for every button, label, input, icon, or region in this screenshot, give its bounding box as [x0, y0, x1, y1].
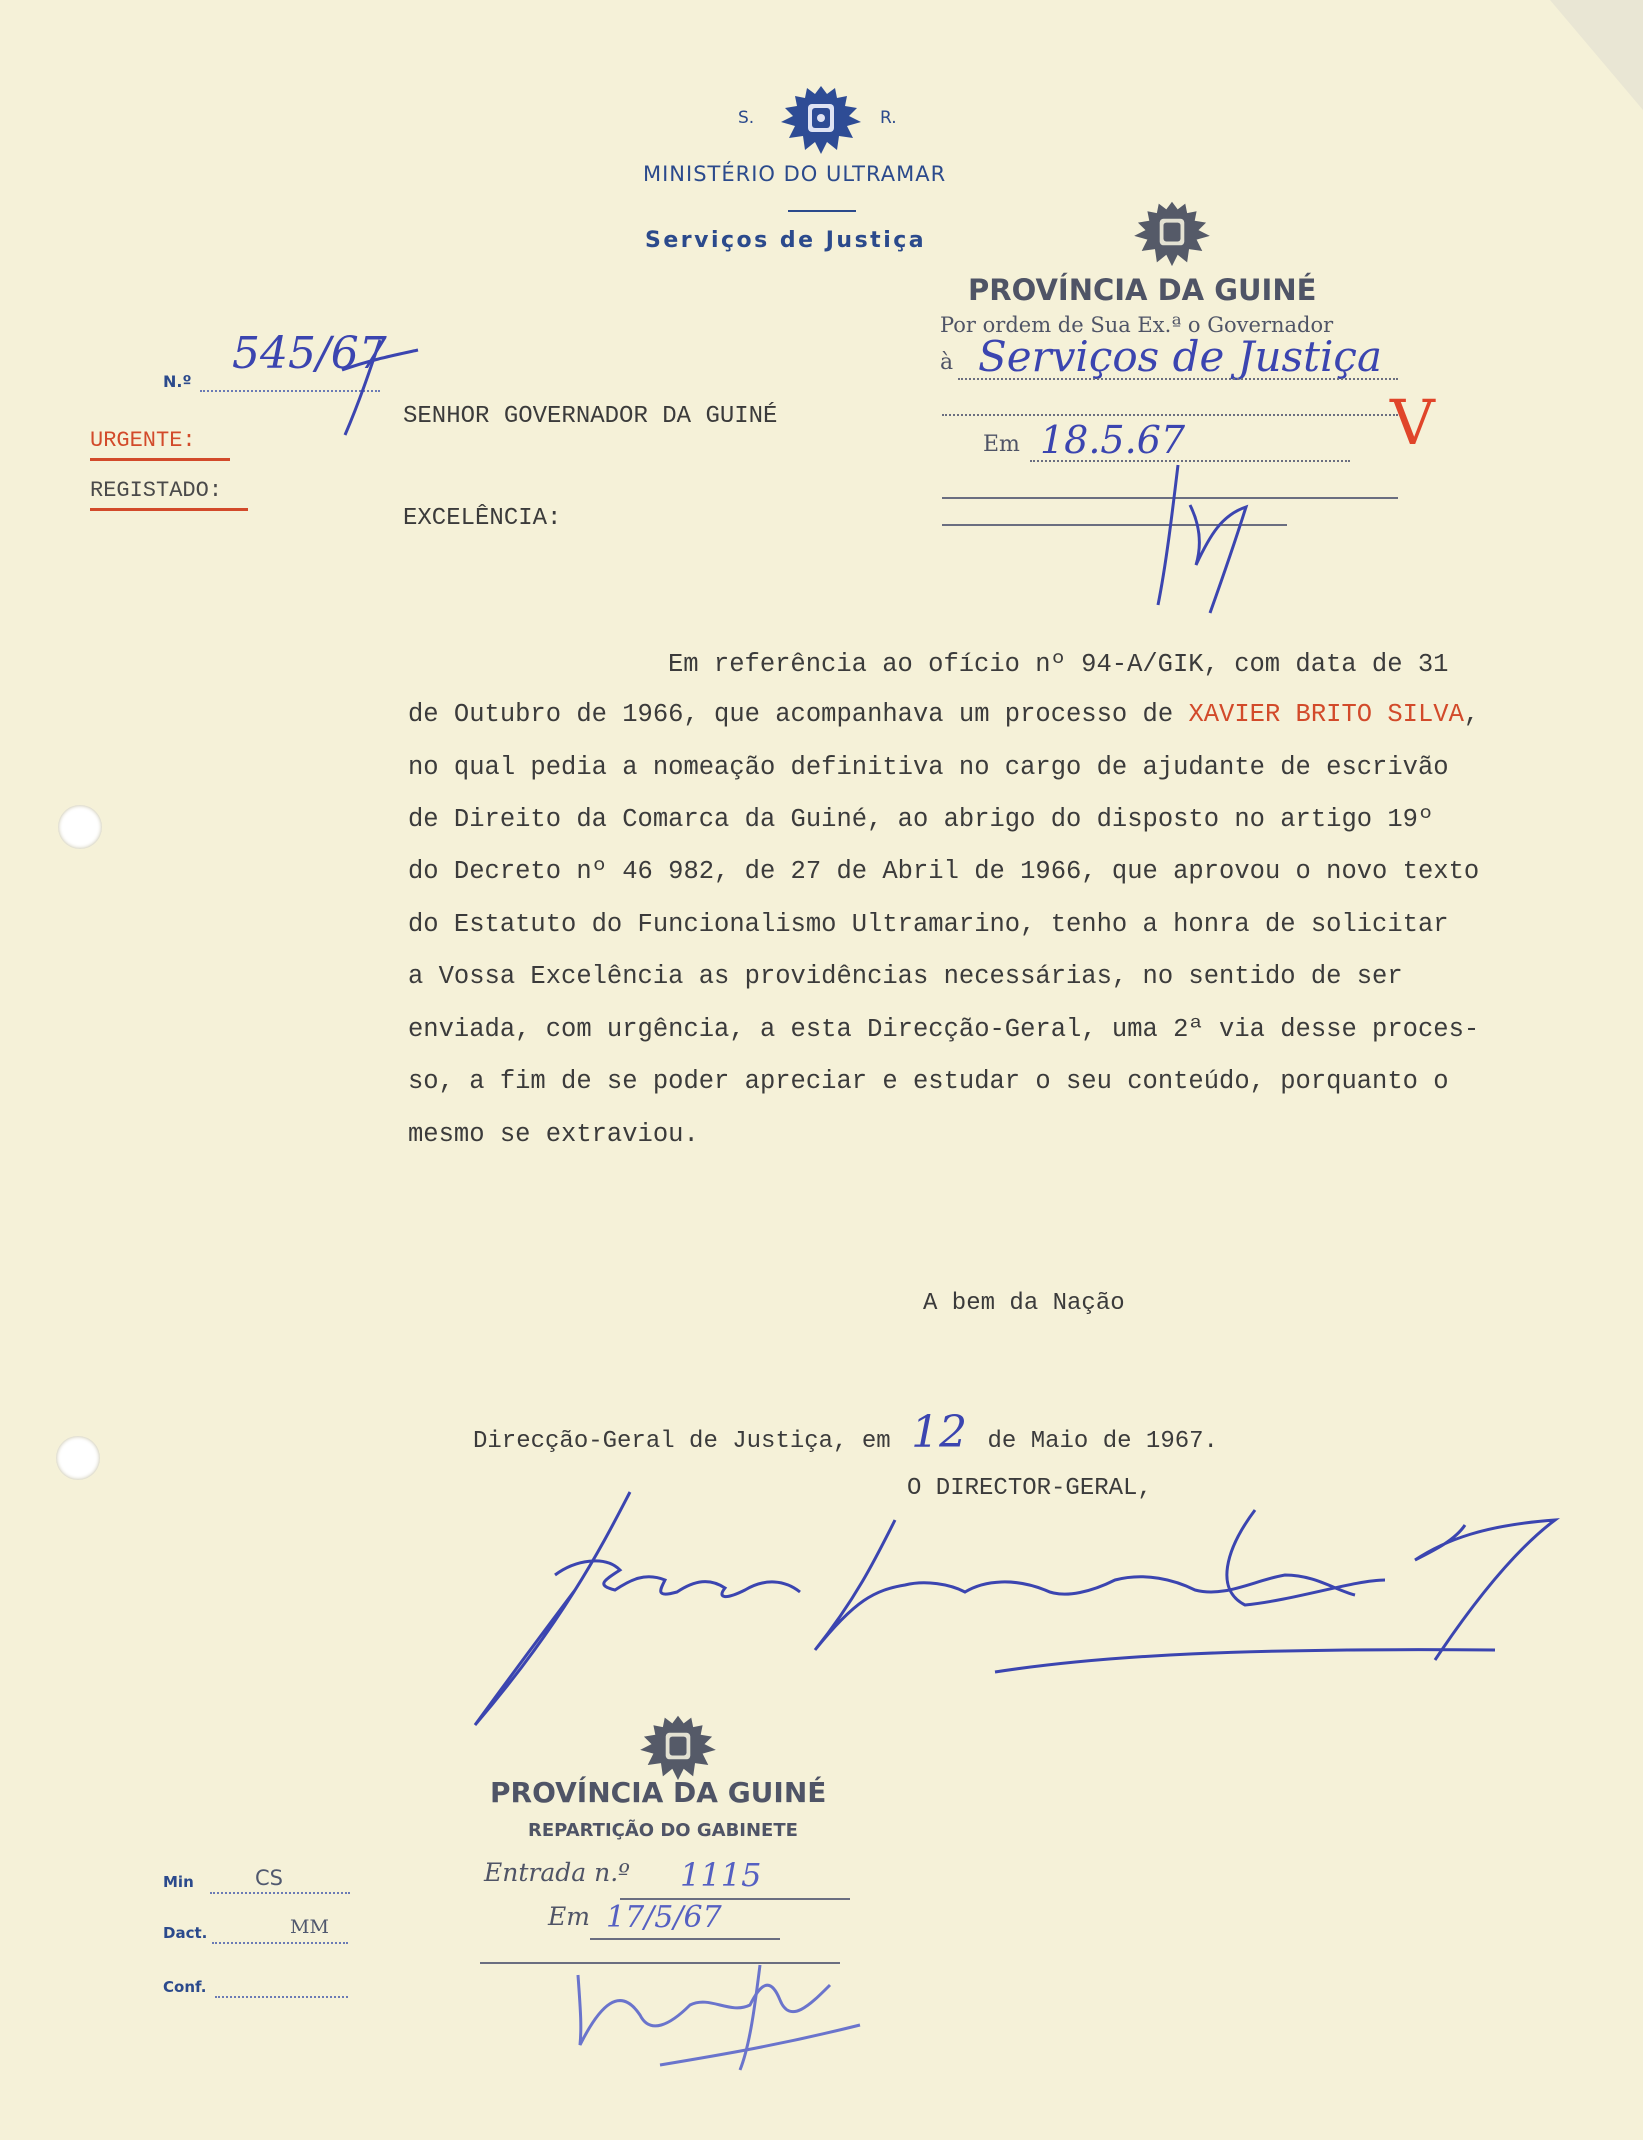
r-letter: R. — [880, 108, 897, 128]
dateline-day: 12 — [911, 1407, 968, 1458]
stamp-destination: Serviços de Justiça — [978, 332, 1382, 381]
body-line: de Direito da Comarca da Guiné, ao abrigo do disposto no artigo 19º — [408, 805, 1434, 834]
stamp-office: REPARTIÇÃO DO GABINETE — [528, 1820, 798, 1841]
registered-label: REGISTADO: — [90, 478, 223, 503]
check-mark: V — [1390, 386, 1435, 459]
salutation: EXCELÊNCIA: — [403, 505, 562, 532]
body-line: do Decreto nº 46 982, de 27 de Abril de 1966, que aprovou o novo texto — [408, 857, 1480, 886]
coat-of-arms-icon — [1125, 198, 1219, 268]
stamp-destination-line — [958, 378, 1398, 380]
stamp-prefix-a: à — [940, 350, 954, 375]
stamp-entry-number: 1115 — [680, 1856, 762, 1894]
stamp-entry-label: Entrada n.º — [484, 1858, 630, 1887]
stamp-initials-signature — [1150, 455, 1260, 615]
body-line: Em referência ao ofício nº 94-A/GIK, com data de 31 — [668, 650, 1449, 679]
urgent-marking — [90, 428, 196, 453]
dateline — [473, 1407, 1218, 1458]
body-line-punct: , — [1463, 700, 1480, 729]
letterhead-divider — [788, 210, 856, 212]
closing-phrase: A bem da Nação — [923, 1290, 1125, 1317]
body-line: do Estatuto do Funcionalismo Ultramarino, tenho a honra de solicitar — [408, 910, 1449, 939]
stamp-blank-line — [942, 414, 1398, 416]
ref-number: 545/67 — [232, 328, 387, 379]
body-line — [408, 700, 1479, 729]
min-dotted-line — [210, 1892, 350, 1894]
dact-value: MM — [290, 1916, 329, 1938]
min-value: CS — [255, 1866, 283, 1890]
body-line: a Vossa Excelência as providências necessárias, no sentido de ser — [408, 962, 1403, 991]
body-line: enviada, com urgência, a esta Direcção-Geral, uma 2ª via desse proces- — [408, 1015, 1480, 1044]
dact-label: Dact. — [163, 1924, 208, 1942]
stamp-date: 17/5/67 — [606, 1900, 722, 1935]
body-line: so, a fim de se poder apreciar e estudar o seu conteúdo, porquanto o — [408, 1067, 1449, 1096]
coat-of-arms-icon — [632, 1712, 724, 1782]
dateline-suffix: de Maio de 1967. — [987, 1428, 1218, 1455]
addressee: SENHOR GOVERNADOR DA GUINÉ — [403, 403, 778, 430]
signatory-title: O DIRECTOR-GERAL, — [907, 1475, 1152, 1502]
registered-underline — [90, 508, 248, 511]
stamp-em-label: Em — [548, 1902, 590, 1931]
conf-label: Conf. — [163, 1978, 207, 1996]
coat-of-arms-icon — [775, 82, 867, 156]
registered-marking — [90, 478, 222, 503]
urgent-underline — [90, 458, 230, 461]
body-line: mesmo se extraviou. — [408, 1120, 699, 1149]
min-label: Min — [163, 1873, 194, 1891]
urgent-label: URGENTE: — [90, 428, 196, 453]
punch-hole — [56, 1436, 100, 1480]
s-letter: S. — [738, 108, 755, 128]
stamp-em-label: Em — [983, 432, 1020, 457]
dateline-prefix: Direcção-Geral de Justiça, em — [473, 1428, 891, 1455]
stamp-date-line — [590, 1938, 780, 1940]
stamp-province-title: PROVÍNCIA DA GUINÉ — [490, 1776, 827, 1809]
service-title: Serviços de Justiça — [645, 228, 927, 253]
punch-hole — [58, 805, 102, 849]
conf-dotted-line — [215, 1996, 348, 1998]
stamp-bottom-signature — [560, 1945, 880, 2075]
dact-dotted-line — [212, 1942, 348, 1944]
stamp-date: 18.5.67 — [1040, 418, 1186, 462]
body-line-text: de Outubro de 1966, que acompanhava um processo de — [408, 700, 1189, 729]
ref-label: N.º — [163, 372, 192, 391]
stamp-province-title: PROVÍNCIA DA GUINÉ — [968, 273, 1317, 307]
stamp-order-line: Por ordem de Sua Ex.ª o Governador — [940, 313, 1334, 337]
applicant-name: XAVIER BRITO SILVA — [1188, 700, 1464, 729]
body-line: no qual pedia a nomeação definitiva no cargo de ajudante de escrivão — [408, 753, 1449, 782]
ministry-title: MINISTÉRIO DO ULTRAMAR — [643, 162, 947, 186]
director-signature — [455, 1480, 1575, 1740]
